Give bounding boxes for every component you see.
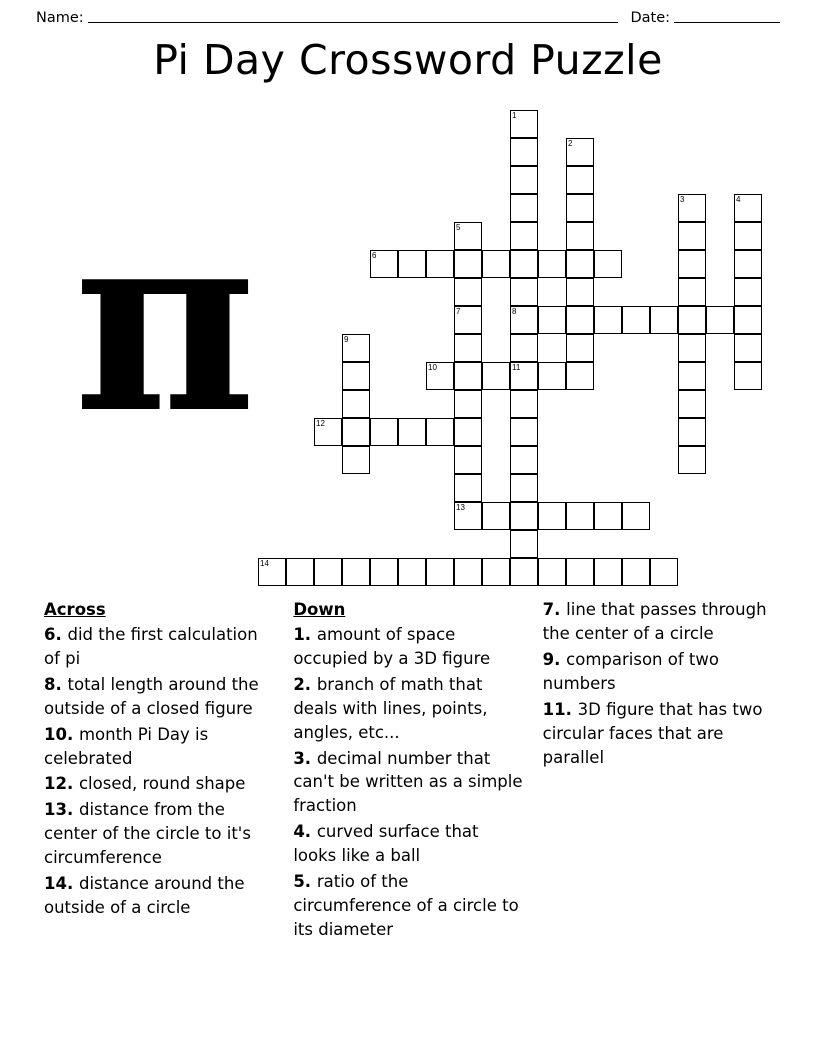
down-clue xyxy=(293,747,524,819)
across-clue-text: closed, round shape xyxy=(78,774,246,794)
grid-cell[interactable] xyxy=(510,278,538,306)
grid-cell[interactable] xyxy=(566,166,594,194)
across-heading: Across xyxy=(44,600,106,619)
grid-cell[interactable] xyxy=(398,558,426,586)
down-clue xyxy=(293,870,524,942)
grid-cell[interactable] xyxy=(426,418,454,446)
grid-cell[interactable] xyxy=(566,334,594,362)
grid-cell-number: 8 xyxy=(512,307,517,316)
grid-cell[interactable] xyxy=(398,250,426,278)
grid-cell-number: 3 xyxy=(680,195,685,204)
grid-cell[interactable] xyxy=(510,474,538,502)
date-label: Date: xyxy=(630,10,670,26)
grid-cell[interactable] xyxy=(678,362,706,390)
grid-cell[interactable] xyxy=(482,362,510,390)
grid-cell-number: 4 xyxy=(736,195,741,204)
grid-cell-number: 7 xyxy=(456,307,461,316)
across-clue-text: distance around the outside of a circle xyxy=(44,874,245,918)
name-write-line[interactable] xyxy=(88,21,619,23)
across-clue xyxy=(44,723,275,771)
grid-cell[interactable] xyxy=(538,250,566,278)
grid-cell[interactable] xyxy=(678,334,706,362)
grid-cell[interactable] xyxy=(342,362,370,390)
down-heading: Down xyxy=(293,600,346,619)
grid-cell[interactable] xyxy=(510,558,538,586)
grid-cell[interactable] xyxy=(734,306,762,334)
grid-cell[interactable] xyxy=(678,250,706,278)
grid-cell[interactable] xyxy=(650,558,678,586)
down-clue-text: comparison of two numbers xyxy=(542,649,719,693)
grid-cell[interactable] xyxy=(594,306,622,334)
grid-cell-number: 1 xyxy=(512,111,517,120)
grid-cell[interactable] xyxy=(342,390,370,418)
grid-cell[interactable] xyxy=(426,362,454,390)
grid-cell[interactable] xyxy=(510,110,538,138)
grid-cell[interactable] xyxy=(510,362,538,390)
down-clue-text: amount of space occupied by a 3D figure xyxy=(293,624,491,668)
grid-cell[interactable] xyxy=(678,194,706,222)
grid-cell[interactable] xyxy=(622,558,650,586)
grid-cell[interactable] xyxy=(510,446,538,474)
down-clue-number: 9. xyxy=(542,649,567,669)
across-clue-number: 14. xyxy=(44,874,79,894)
grid-cell[interactable] xyxy=(594,250,622,278)
grid-cell[interactable] xyxy=(398,418,426,446)
grid-cell-number: 9 xyxy=(344,335,349,344)
grid-cell[interactable] xyxy=(538,558,566,586)
across-clue xyxy=(44,798,275,870)
down-clue xyxy=(293,673,524,745)
grid-cell-number: 11 xyxy=(512,363,521,372)
grid-cell[interactable] xyxy=(342,334,370,362)
grid-cell[interactable] xyxy=(482,250,510,278)
grid-cell[interactable] xyxy=(482,502,510,530)
grid-cell[interactable] xyxy=(454,334,482,362)
grid-cell[interactable] xyxy=(566,138,594,166)
grid-cell[interactable] xyxy=(258,558,286,586)
across-clue-number: 13. xyxy=(44,800,79,820)
across-clue xyxy=(44,673,275,721)
grid-cell[interactable] xyxy=(566,502,594,530)
grid-cell[interactable] xyxy=(734,362,762,390)
grid-cell[interactable] xyxy=(538,306,566,334)
grid-cell[interactable] xyxy=(314,418,342,446)
down-clue-text: branch of math that deals with lines, points, angles, etc... xyxy=(293,674,488,742)
grid-cell[interactable] xyxy=(342,558,370,586)
down-clue xyxy=(543,698,774,770)
grid-cell-number: 5 xyxy=(456,223,461,232)
grid-cell[interactable] xyxy=(510,418,538,446)
grid-cell[interactable] xyxy=(314,558,342,586)
grid-cell[interactable] xyxy=(510,138,538,166)
grid-cell[interactable] xyxy=(678,390,706,418)
grid-cell[interactable] xyxy=(734,278,762,306)
grid-cell[interactable] xyxy=(454,502,482,530)
down-clue-text: 3D figure that has two circular faces that are parallel xyxy=(542,699,763,767)
grid-cell[interactable] xyxy=(566,222,594,250)
grid-cell[interactable] xyxy=(370,418,398,446)
grid-cell[interactable] xyxy=(538,362,566,390)
grid-cell[interactable] xyxy=(510,390,538,418)
grid-cell[interactable] xyxy=(426,558,454,586)
grid-cell[interactable] xyxy=(342,446,370,474)
grid-cell[interactable] xyxy=(734,250,762,278)
down-clue-number: 11. xyxy=(542,699,578,719)
grid-cell-number: 13 xyxy=(456,503,465,512)
grid-cell[interactable] xyxy=(510,194,538,222)
down-clue-text: decimal number that can't be written as a simple fraction xyxy=(293,748,523,816)
grid-cell[interactable] xyxy=(566,194,594,222)
grid-cell[interactable] xyxy=(426,250,454,278)
across-clue-text: did the first calculation of pi xyxy=(44,624,258,668)
across-clue-number: 12. xyxy=(44,774,79,794)
down-clue-number: 3. xyxy=(293,748,317,768)
down-clue xyxy=(543,598,774,646)
grid-cell[interactable] xyxy=(286,558,314,586)
grid-cell[interactable] xyxy=(734,194,762,222)
grid-cell[interactable] xyxy=(370,250,398,278)
down-clue-number: 7. xyxy=(542,600,567,619)
grid-cell[interactable] xyxy=(454,306,482,334)
across-clue xyxy=(44,872,275,920)
down-clue-number: 5. xyxy=(293,872,317,892)
pi-symbol-icon: π xyxy=(73,174,257,468)
grid-cell[interactable] xyxy=(510,334,538,362)
across-clue-number: 8. xyxy=(44,674,68,694)
down-clue-text: ratio of the circumference of a circle to its diameter xyxy=(293,872,519,939)
grid-cell[interactable] xyxy=(510,166,538,194)
down-clue-number: 4. xyxy=(293,822,317,842)
grid-cell[interactable] xyxy=(510,306,538,334)
grid-cell[interactable] xyxy=(454,390,482,418)
grid-cell[interactable] xyxy=(370,558,398,586)
grid-cell-number: 14 xyxy=(260,559,269,568)
grid-cell[interactable] xyxy=(678,418,706,446)
across-clue-number: 10. xyxy=(44,724,79,744)
grid-cell[interactable] xyxy=(594,558,622,586)
grid-cell[interactable] xyxy=(678,222,706,250)
grid-cell[interactable] xyxy=(678,278,706,306)
grid-cell[interactable] xyxy=(566,362,594,390)
clue-columns xyxy=(44,598,774,968)
grid-cell[interactable] xyxy=(510,530,538,558)
across-clue-text: distance from the center of the circle to it's circumference xyxy=(44,800,251,868)
grid-cell[interactable] xyxy=(566,250,594,278)
grid-cell[interactable] xyxy=(734,222,762,250)
grid-cell[interactable] xyxy=(650,306,678,334)
page-title: Pi Day Crossword Puzzle xyxy=(153,36,663,84)
across-clue-text: month Pi Day is celebrated xyxy=(44,724,209,768)
grid-cell[interactable] xyxy=(454,446,482,474)
grid-cell[interactable] xyxy=(566,278,594,306)
down-clue xyxy=(293,820,524,868)
name-label: Name: xyxy=(36,10,84,26)
grid-cell[interactable] xyxy=(566,306,594,334)
across-clue xyxy=(44,623,275,671)
grid-cell[interactable] xyxy=(342,418,370,446)
grid-cell[interactable] xyxy=(454,362,482,390)
grid-cell-number: 12 xyxy=(316,419,325,428)
grid-cell[interactable] xyxy=(482,558,510,586)
grid-cell[interactable] xyxy=(454,474,482,502)
grid-cell[interactable] xyxy=(622,306,650,334)
grid-cell[interactable] xyxy=(510,250,538,278)
grid-cell[interactable] xyxy=(594,502,622,530)
crossword-grid[interactable] xyxy=(260,110,786,590)
down-clue-list xyxy=(293,598,774,968)
worksheet-header xyxy=(36,4,780,26)
grid-cell[interactable] xyxy=(454,558,482,586)
grid-cell[interactable] xyxy=(454,278,482,306)
grid-cell[interactable] xyxy=(538,502,566,530)
grid-cell[interactable] xyxy=(678,306,706,334)
grid-cell[interactable] xyxy=(622,502,650,530)
down-clue xyxy=(543,648,774,696)
grid-cell[interactable] xyxy=(510,222,538,250)
down-clue xyxy=(293,623,524,671)
grid-cell[interactable] xyxy=(566,558,594,586)
date-write-line[interactable] xyxy=(674,21,780,23)
across-clue-text: total length around the outside of a closed figure xyxy=(44,674,259,718)
grid-cell-number: 10 xyxy=(428,363,437,372)
grid-cell-number: 2 xyxy=(568,139,573,148)
grid-cell[interactable] xyxy=(510,502,538,530)
down-clue-text: curved surface that looks like a ball xyxy=(293,822,479,866)
across-clue xyxy=(44,772,275,796)
down-clue-number: 2. xyxy=(293,674,317,694)
grid-cell[interactable] xyxy=(454,222,482,250)
down-clue-text: line that passes through the center of a circle xyxy=(542,600,767,643)
grid-cell[interactable] xyxy=(454,250,482,278)
grid-cell[interactable] xyxy=(734,334,762,362)
grid-cell[interactable] xyxy=(706,306,734,334)
across-clue-number: 6. xyxy=(44,624,68,644)
grid-cell[interactable] xyxy=(678,446,706,474)
grid-cell[interactable] xyxy=(454,418,482,446)
across-clue-list xyxy=(44,623,275,920)
down-clue-number: 1. xyxy=(293,624,317,644)
grid-cell-number: 6 xyxy=(372,251,377,260)
